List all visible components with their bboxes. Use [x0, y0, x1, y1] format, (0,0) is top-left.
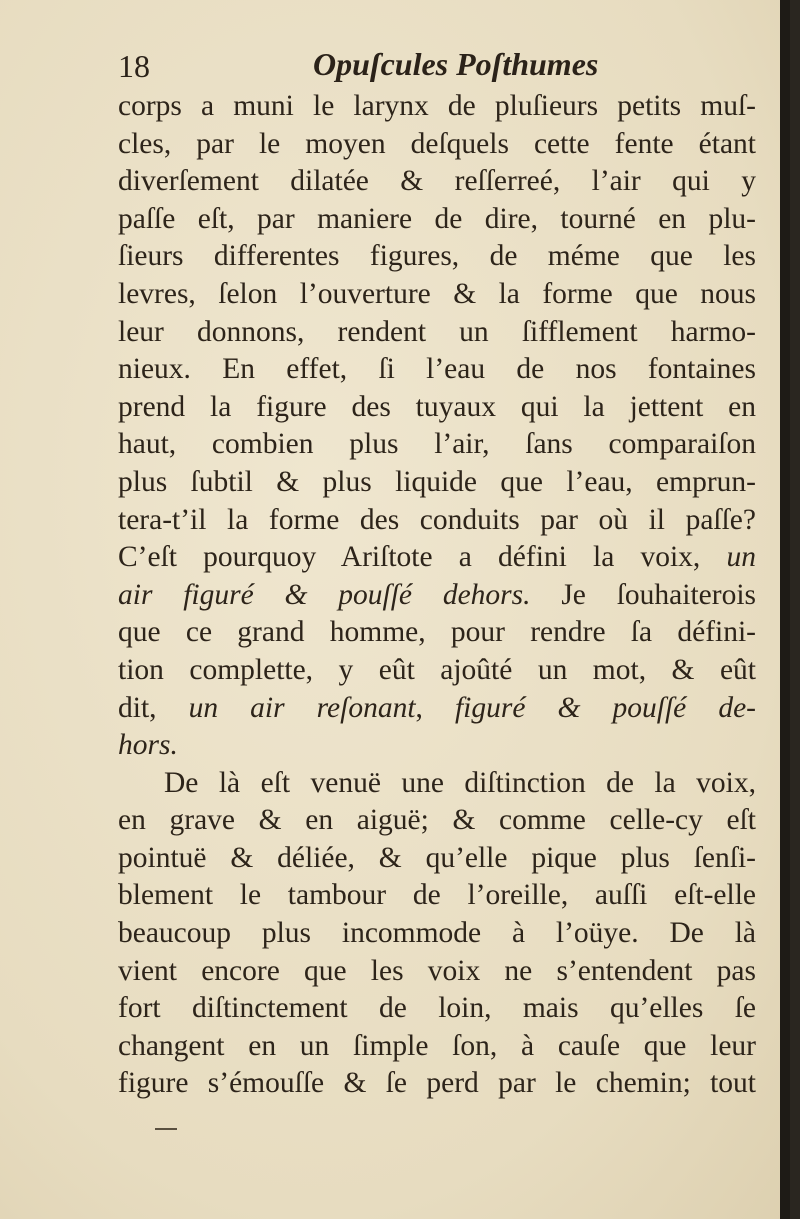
- text-segment: ,: [415, 691, 455, 724]
- text-segment: C’eſt pourquoy Ariſtote a défini la voix,: [118, 541, 727, 574]
- text-line: [118, 802, 756, 840]
- text-line: [118, 276, 756, 314]
- text-segment: dit,: [118, 691, 189, 724]
- text-segment: tera-t’il la forme des conduits par où il paſſe?: [118, 503, 756, 536]
- text-line: [118, 351, 756, 389]
- text-line: [118, 201, 756, 239]
- text-line: [118, 502, 756, 540]
- text-segment: changent en un ſimple ſon, à cauſe que leur: [118, 1029, 756, 1062]
- text-line: [118, 690, 756, 728]
- text-segment: beaucoup plus incommode à l’oüye. De là: [118, 917, 756, 950]
- text-segment: leur donnons, rendent un ſifflement harmo-: [118, 315, 756, 348]
- text-segment: ſieurs differentes figures, de méme que les: [118, 240, 756, 273]
- italic-segment: un air reſonant: [188, 691, 416, 724]
- text-line: [118, 1028, 756, 1066]
- text-segment: paſſe eſt, par maniere de dire, tourné en plu-: [118, 202, 756, 235]
- italic-segment: figuré & pouſſé de-: [454, 691, 756, 724]
- text-segment: De là eſt venuë une diſtinction de la voix,: [164, 766, 756, 799]
- italic-segment: un: [726, 541, 756, 574]
- text-segment: haut, combien plus l’air, ſans comparaiſon: [118, 428, 756, 461]
- body-text: [118, 88, 756, 1103]
- italic-segment: hors.: [118, 729, 178, 762]
- text-line: [118, 652, 756, 690]
- text-line: [118, 1065, 756, 1103]
- text-line: [118, 990, 756, 1028]
- text-segment: figure s’émouſſe & ſe perd par le chemin; tout: [118, 1067, 756, 1100]
- running-title: Opuſcules Poſthumes: [313, 46, 599, 82]
- text-segment: corps a muni le larynx de pluſieurs petits muſ-: [118, 90, 756, 122]
- text-line: [118, 840, 756, 878]
- text-line: [118, 126, 756, 164]
- text-segment: Je ſouhaiterois: [530, 578, 756, 611]
- text-line: [118, 88, 756, 126]
- text-line: [118, 877, 756, 915]
- text-line: [118, 765, 756, 803]
- footer-mark: [155, 1128, 177, 1130]
- text-segment: diverſement dilatée & reſſerreé, l’air qui y: [118, 165, 756, 198]
- text-segment: fort diſtinctement de loin, mais qu’elles ſe: [118, 992, 756, 1025]
- text-segment: plus ſubtil & plus liquide que l’eau, emprun-: [118, 465, 756, 498]
- text-segment: que ce grand homme, pour rendre ſa défini-: [118, 616, 756, 649]
- page-edge: [780, 0, 790, 1219]
- text-line: [118, 539, 756, 577]
- text-segment: blement le tambour de l’oreille, auſſi eſt-elle: [118, 879, 756, 912]
- italic-segment: air figuré & pouſſé dehors.: [118, 578, 531, 611]
- text-line: [118, 426, 756, 464]
- text-line: [118, 915, 756, 953]
- text-line: [118, 163, 756, 201]
- text-segment: en grave & en aiguë; & comme celle-cy eſt: [118, 804, 756, 837]
- text-line: [118, 614, 756, 652]
- page-number: 18: [118, 48, 150, 84]
- text-line: [118, 314, 756, 352]
- text-line: [118, 953, 756, 991]
- text-segment: levres, ſelon l’ouverture & la forme que nous: [118, 277, 756, 310]
- text-line: [118, 577, 756, 615]
- text-segment: nieux. En effet, ſi l’eau de nos fontaines: [118, 353, 756, 386]
- text-line: [118, 238, 756, 276]
- text-segment: pointuë & déliée, & qu’elle pique plus ſenſi-: [118, 841, 756, 874]
- text-segment: cles, par le moyen deſquels cette fente étant: [118, 127, 756, 160]
- text-line: [118, 464, 756, 502]
- page-header: [118, 44, 758, 88]
- text-segment: vient encore que les voix ne s’entendent pas: [118, 954, 756, 987]
- text-segment: prend la figure des tuyaux qui la jettent en: [118, 390, 756, 423]
- text-line: [118, 727, 756, 765]
- text-line: [118, 389, 756, 427]
- text-segment: tion complette, y eût ajoûté un mot, & eût: [118, 653, 756, 686]
